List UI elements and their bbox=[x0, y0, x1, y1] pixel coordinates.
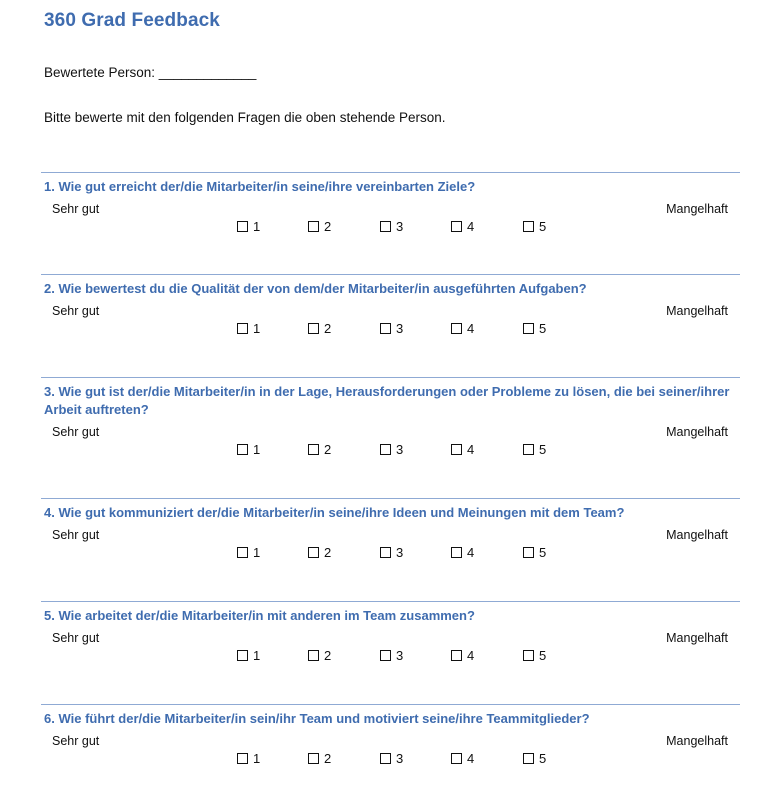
checkbox-icon[interactable] bbox=[523, 547, 534, 558]
scale-label-best: Sehr gut bbox=[52, 528, 100, 542]
checkbox-icon[interactable] bbox=[451, 753, 462, 764]
rating-option-label: 1 bbox=[253, 545, 261, 560]
rating-option-label: 4 bbox=[467, 321, 475, 336]
scale-label-worst: Mangelhaft bbox=[666, 304, 728, 318]
question-1 bbox=[41, 172, 740, 236]
rating-option-label: 3 bbox=[396, 321, 404, 336]
question-3 bbox=[41, 377, 740, 459]
rating-option-2[interactable] bbox=[308, 648, 331, 663]
rating-option-1[interactable] bbox=[237, 648, 260, 663]
checkbox-icon[interactable] bbox=[308, 753, 319, 764]
rating-option-label: 1 bbox=[253, 751, 261, 766]
checkbox-icon[interactable] bbox=[237, 444, 248, 455]
checkbox-icon[interactable] bbox=[523, 650, 534, 661]
question-2 bbox=[41, 274, 740, 338]
checkbox-icon[interactable] bbox=[451, 444, 462, 455]
rating-scale bbox=[41, 419, 740, 459]
rating-option-2[interactable] bbox=[308, 545, 331, 560]
checkbox-icon[interactable] bbox=[308, 444, 319, 455]
rating-option-1[interactable] bbox=[237, 219, 260, 234]
scale-label-best: Sehr gut bbox=[52, 425, 100, 439]
rating-option-3[interactable] bbox=[380, 321, 403, 336]
checkbox-icon[interactable] bbox=[380, 547, 391, 558]
rating-option-3[interactable] bbox=[380, 442, 403, 457]
rating-option-2[interactable] bbox=[308, 442, 331, 457]
rating-option-label: 5 bbox=[539, 321, 547, 336]
rating-scale bbox=[41, 625, 740, 665]
rating-option-label: 3 bbox=[396, 219, 404, 234]
rating-option-4[interactable] bbox=[451, 648, 474, 663]
checkbox-icon[interactable] bbox=[308, 547, 319, 558]
rating-scale bbox=[41, 196, 740, 236]
checkbox-icon[interactable] bbox=[523, 323, 534, 334]
rating-option-3[interactable] bbox=[380, 545, 403, 560]
rating-option-1[interactable] bbox=[237, 751, 260, 766]
checkbox-icon[interactable] bbox=[237, 323, 248, 334]
scale-label-best: Sehr gut bbox=[52, 631, 100, 645]
rating-option-label: 4 bbox=[467, 219, 475, 234]
rating-option-label: 2 bbox=[324, 442, 332, 457]
checkbox-icon[interactable] bbox=[451, 547, 462, 558]
page-title: 360 Grad Feedback bbox=[44, 10, 220, 31]
checkbox-icon[interactable] bbox=[308, 650, 319, 661]
rating-option-label: 4 bbox=[467, 751, 475, 766]
rating-option-1[interactable] bbox=[237, 442, 260, 457]
rating-option-4[interactable] bbox=[451, 321, 474, 336]
rating-option-label: 3 bbox=[396, 442, 404, 457]
rating-option-label: 3 bbox=[396, 648, 404, 663]
rating-option-label: 2 bbox=[324, 545, 332, 560]
question-text: 6. Wie führt der/die Mitarbeiter/in sein/ihr Team und motiviert seine/ihre Teammitglieder? bbox=[44, 711, 590, 726]
rating-option-4[interactable] bbox=[451, 219, 474, 234]
question-text: 2. Wie bewertest du die Qualität der von dem/der Mitarbeiter/in ausgeführten Aufgaben? bbox=[44, 281, 587, 296]
rating-scale bbox=[41, 298, 740, 338]
checkbox-icon[interactable] bbox=[380, 323, 391, 334]
rating-option-4[interactable] bbox=[451, 751, 474, 766]
rating-option-label: 3 bbox=[396, 751, 404, 766]
checkbox-icon[interactable] bbox=[380, 221, 391, 232]
checkbox-icon[interactable] bbox=[380, 753, 391, 764]
rating-option-5[interactable] bbox=[523, 219, 546, 234]
question-5 bbox=[41, 601, 740, 665]
rated-person-field[interactable]: Bewertete Person: _____________ bbox=[44, 65, 257, 80]
question-6 bbox=[41, 704, 740, 768]
rating-option-5[interactable] bbox=[523, 545, 546, 560]
rating-option-label: 2 bbox=[324, 219, 332, 234]
rating-option-label: 5 bbox=[539, 751, 547, 766]
checkbox-icon[interactable] bbox=[451, 323, 462, 334]
scale-label-worst: Mangelhaft bbox=[666, 734, 728, 748]
rating-option-5[interactable] bbox=[523, 321, 546, 336]
rating-option-label: 4 bbox=[467, 545, 475, 560]
checkbox-icon[interactable] bbox=[523, 753, 534, 764]
checkbox-icon[interactable] bbox=[380, 650, 391, 661]
checkbox-icon[interactable] bbox=[237, 650, 248, 661]
scale-label-best: Sehr gut bbox=[52, 202, 100, 216]
checkbox-icon[interactable] bbox=[523, 444, 534, 455]
rating-option-label: 5 bbox=[539, 648, 547, 663]
rating-option-label: 3 bbox=[396, 545, 404, 560]
checkbox-icon[interactable] bbox=[237, 221, 248, 232]
checkbox-icon[interactable] bbox=[451, 650, 462, 661]
rating-option-label: 2 bbox=[324, 648, 332, 663]
question-text: 1. Wie gut erreicht der/die Mitarbeiter/in seine/ihre vereinbarten Ziele? bbox=[44, 179, 476, 194]
checkbox-icon[interactable] bbox=[308, 221, 319, 232]
rating-option-label: 4 bbox=[467, 648, 475, 663]
intro-text: Bitte bewerte mit den folgenden Fragen die oben stehende Person. bbox=[44, 110, 446, 125]
rating-option-3[interactable] bbox=[380, 219, 403, 234]
question-4 bbox=[41, 498, 740, 562]
rating-option-1[interactable] bbox=[237, 545, 260, 560]
rating-option-label: 5 bbox=[539, 545, 547, 560]
rating-option-4[interactable] bbox=[451, 545, 474, 560]
rating-option-3[interactable] bbox=[380, 751, 403, 766]
question-text: 4. Wie gut kommuniziert der/die Mitarbeiter/in seine/ihre Ideen und Meinungen mit dem Team? bbox=[44, 505, 625, 520]
rating-option-label: 1 bbox=[253, 648, 261, 663]
scale-label-worst: Mangelhaft bbox=[666, 631, 728, 645]
checkbox-icon[interactable] bbox=[237, 753, 248, 764]
rating-option-label: 1 bbox=[253, 219, 261, 234]
checkbox-icon[interactable] bbox=[523, 221, 534, 232]
rating-option-2[interactable] bbox=[308, 751, 331, 766]
rating-option-label: 2 bbox=[324, 321, 332, 336]
checkbox-icon[interactable] bbox=[237, 547, 248, 558]
rating-option-label: 4 bbox=[467, 442, 475, 457]
rating-option-label: 1 bbox=[253, 442, 261, 457]
question-text: 3. Wie gut ist der/die Mitarbeiter/in in der Lage, Herausforderungen oder Probleme zu lösen, die bei seiner/ihrer Arbeit auftreten? bbox=[44, 384, 730, 417]
checkbox-icon[interactable] bbox=[451, 221, 462, 232]
rating-option-label: 1 bbox=[253, 321, 261, 336]
rating-scale bbox=[41, 522, 740, 562]
rating-option-label: 2 bbox=[324, 751, 332, 766]
question-text: 5. Wie arbeitet der/die Mitarbeiter/in mit anderen im Team zusammen? bbox=[44, 608, 475, 623]
rating-option-label: 5 bbox=[539, 219, 547, 234]
checkbox-icon[interactable] bbox=[380, 444, 391, 455]
scale-label-best: Sehr gut bbox=[52, 304, 100, 318]
rating-option-1[interactable] bbox=[237, 321, 260, 336]
rating-option-2[interactable] bbox=[308, 219, 331, 234]
rating-option-5[interactable] bbox=[523, 442, 546, 457]
scale-label-worst: Mangelhaft bbox=[666, 528, 728, 542]
rating-option-5[interactable] bbox=[523, 751, 546, 766]
rating-scale bbox=[41, 728, 740, 768]
scale-label-best: Sehr gut bbox=[52, 734, 100, 748]
rating-option-label: 5 bbox=[539, 442, 547, 457]
scale-label-worst: Mangelhaft bbox=[666, 425, 728, 439]
rating-option-4[interactable] bbox=[451, 442, 474, 457]
rating-option-3[interactable] bbox=[380, 648, 403, 663]
rating-option-5[interactable] bbox=[523, 648, 546, 663]
checkbox-icon[interactable] bbox=[308, 323, 319, 334]
rating-option-2[interactable] bbox=[308, 321, 331, 336]
scale-label-worst: Mangelhaft bbox=[666, 202, 728, 216]
